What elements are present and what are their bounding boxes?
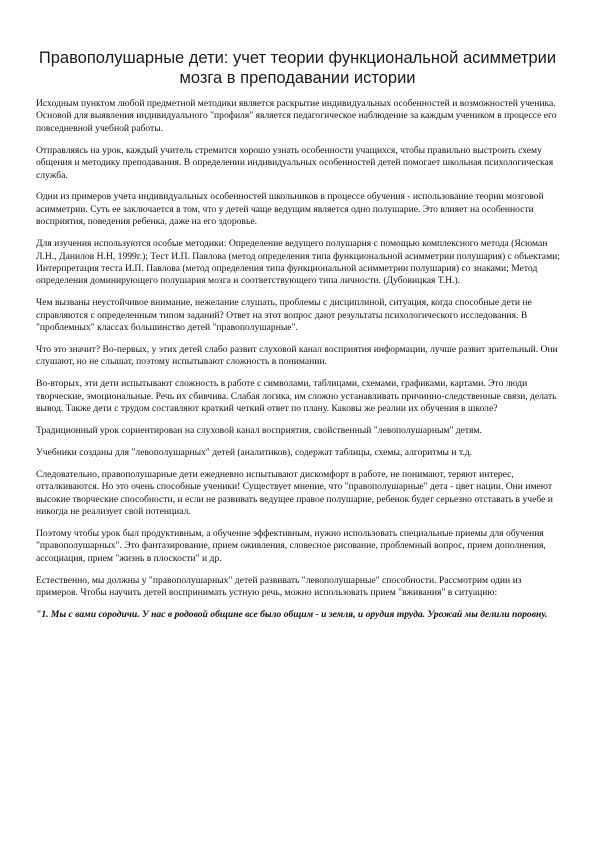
paragraph: Во-вторых, эти дети испытывают сложность в работе с символами, таблицами, схемами, графиками, картами. Это люди творческие, эмоциональные. Речь их сбивчива. Слабая логика, им сложно устанавливать причинно-следственные связи, делать вывод. Также дети с трудом составляют краткий четкий ответ по плану. Каковы же реалии их обучения в школе? [36, 378, 557, 415]
paragraph: Естественно, мы должны у "правополушарных" детей развивать "левополушарные" способности. Рассмотрим один из примеров. Чтобы научить детей воспринимать устную речь, можно использовать прием "вживания" в ситуацию: [36, 574, 522, 599]
paragraph: Исходным пунктом любой предметной методики является раскрытие индивидуальных особенностей и возможностей ученика. Основой для выявления индивидуального "профиля" является педагогическое наблюдение за каждым учеником в процессе его повседневной учебной работы. [36, 98, 557, 134]
paragraph: Традиционный урок сориентирован на слуховой канал восприятия, свойственный "левополушарным" детям. [36, 425, 482, 437]
paragraph: Отправляясь на урок, каждый учитель стремится хорошо узнать особенности учащихся, чтобы правильно выстроить схему общения и методику преподавания. В определении индивидуальных особенностей детей помогает школьная психологическая служба. [36, 144, 554, 181]
quote-paragraph: "1. Мы с вами сородичи. У нас в родовой общине все было общим - и земля, и орудия труда. Урожай мы делили поровну. [36, 609, 548, 620]
paragraph: Поэтому чтобы урок был продуктивным, а обучение эффективным, нужно использовать специальные приемы для обучения "правополушарных". Это фантазирование, прием оживления, словесное рисование, проблемный вопрос, прием дополнения, ассоциация, прием "жизнь в плоскости" и др. [36, 527, 546, 564]
document-title: Правополушарные дети: учет теории функциональной асимметрии мозга в преподавании истории [38, 49, 557, 87]
paragraph: Следовательно, правополушарные дети ежедневно испытывают дискомфорт в работе, не понимают, теряют интерес, отталкиваются. Но это очень способные ученики! Существует мнение, что "правополушарные" дета - цвет нации. Они имеют высокие творческие способности, и если не развивать ведущее правое полушарие, ребенок будет серьезно отставать в учебе и никогда не реализует свой потенциал. [36, 468, 553, 518]
paragraph: Для изучения используются особые методики: Определение ведущего полушария с помощью комплексного метода (Ясюман Л.Н., Данилов Н.Н, 1999г.); Тест И.П. Павлова (метод определения типа функциональной асимметрии полушария) с объектами; Интерпретация теста И.П. Павлова (метод определения типа функциональной асимметрии полушария) со знаками; Метод определения доминирующего полушария мозга и соответствующего типа личности. (Дубовицкая Т.Н.). [36, 238, 560, 287]
paragraph: Что это значит? Во-первых, у этих детей слабо развит слуховой канал восприятия информации, лучше развит зрительный. Они слушают, но не слышат, поэтому испытывают сложность в понимании. [36, 344, 558, 368]
paragraph: Одни из примеров учета индивидуальных особенностей школьников в процессе обучения - использование теории мозговой асимметрии. Суть ее заключается в том, что у детей чаще ведущим является одно полушарие. Это влияет на особенности восприятия, поведения ребенка, даже на его здоровье. [36, 191, 544, 228]
document-body [36, 98, 563, 631]
paragraph: Учебники созданы для "левополушарных" детей (аналитиков), содержат таблицы, схемы, алгоритмы и т.д. [36, 446, 473, 458]
paragraph: Чем вызваны неустойчивое внимание, нежелание слушать, проблемы с дисциплиной, ситуация, когда способные дети не справляются с определенным типом заданий? Ответ на этот вопрос дают результаты психологического исследования. В "проблемных" классах большинство детей "правополушарные". [36, 297, 532, 334]
